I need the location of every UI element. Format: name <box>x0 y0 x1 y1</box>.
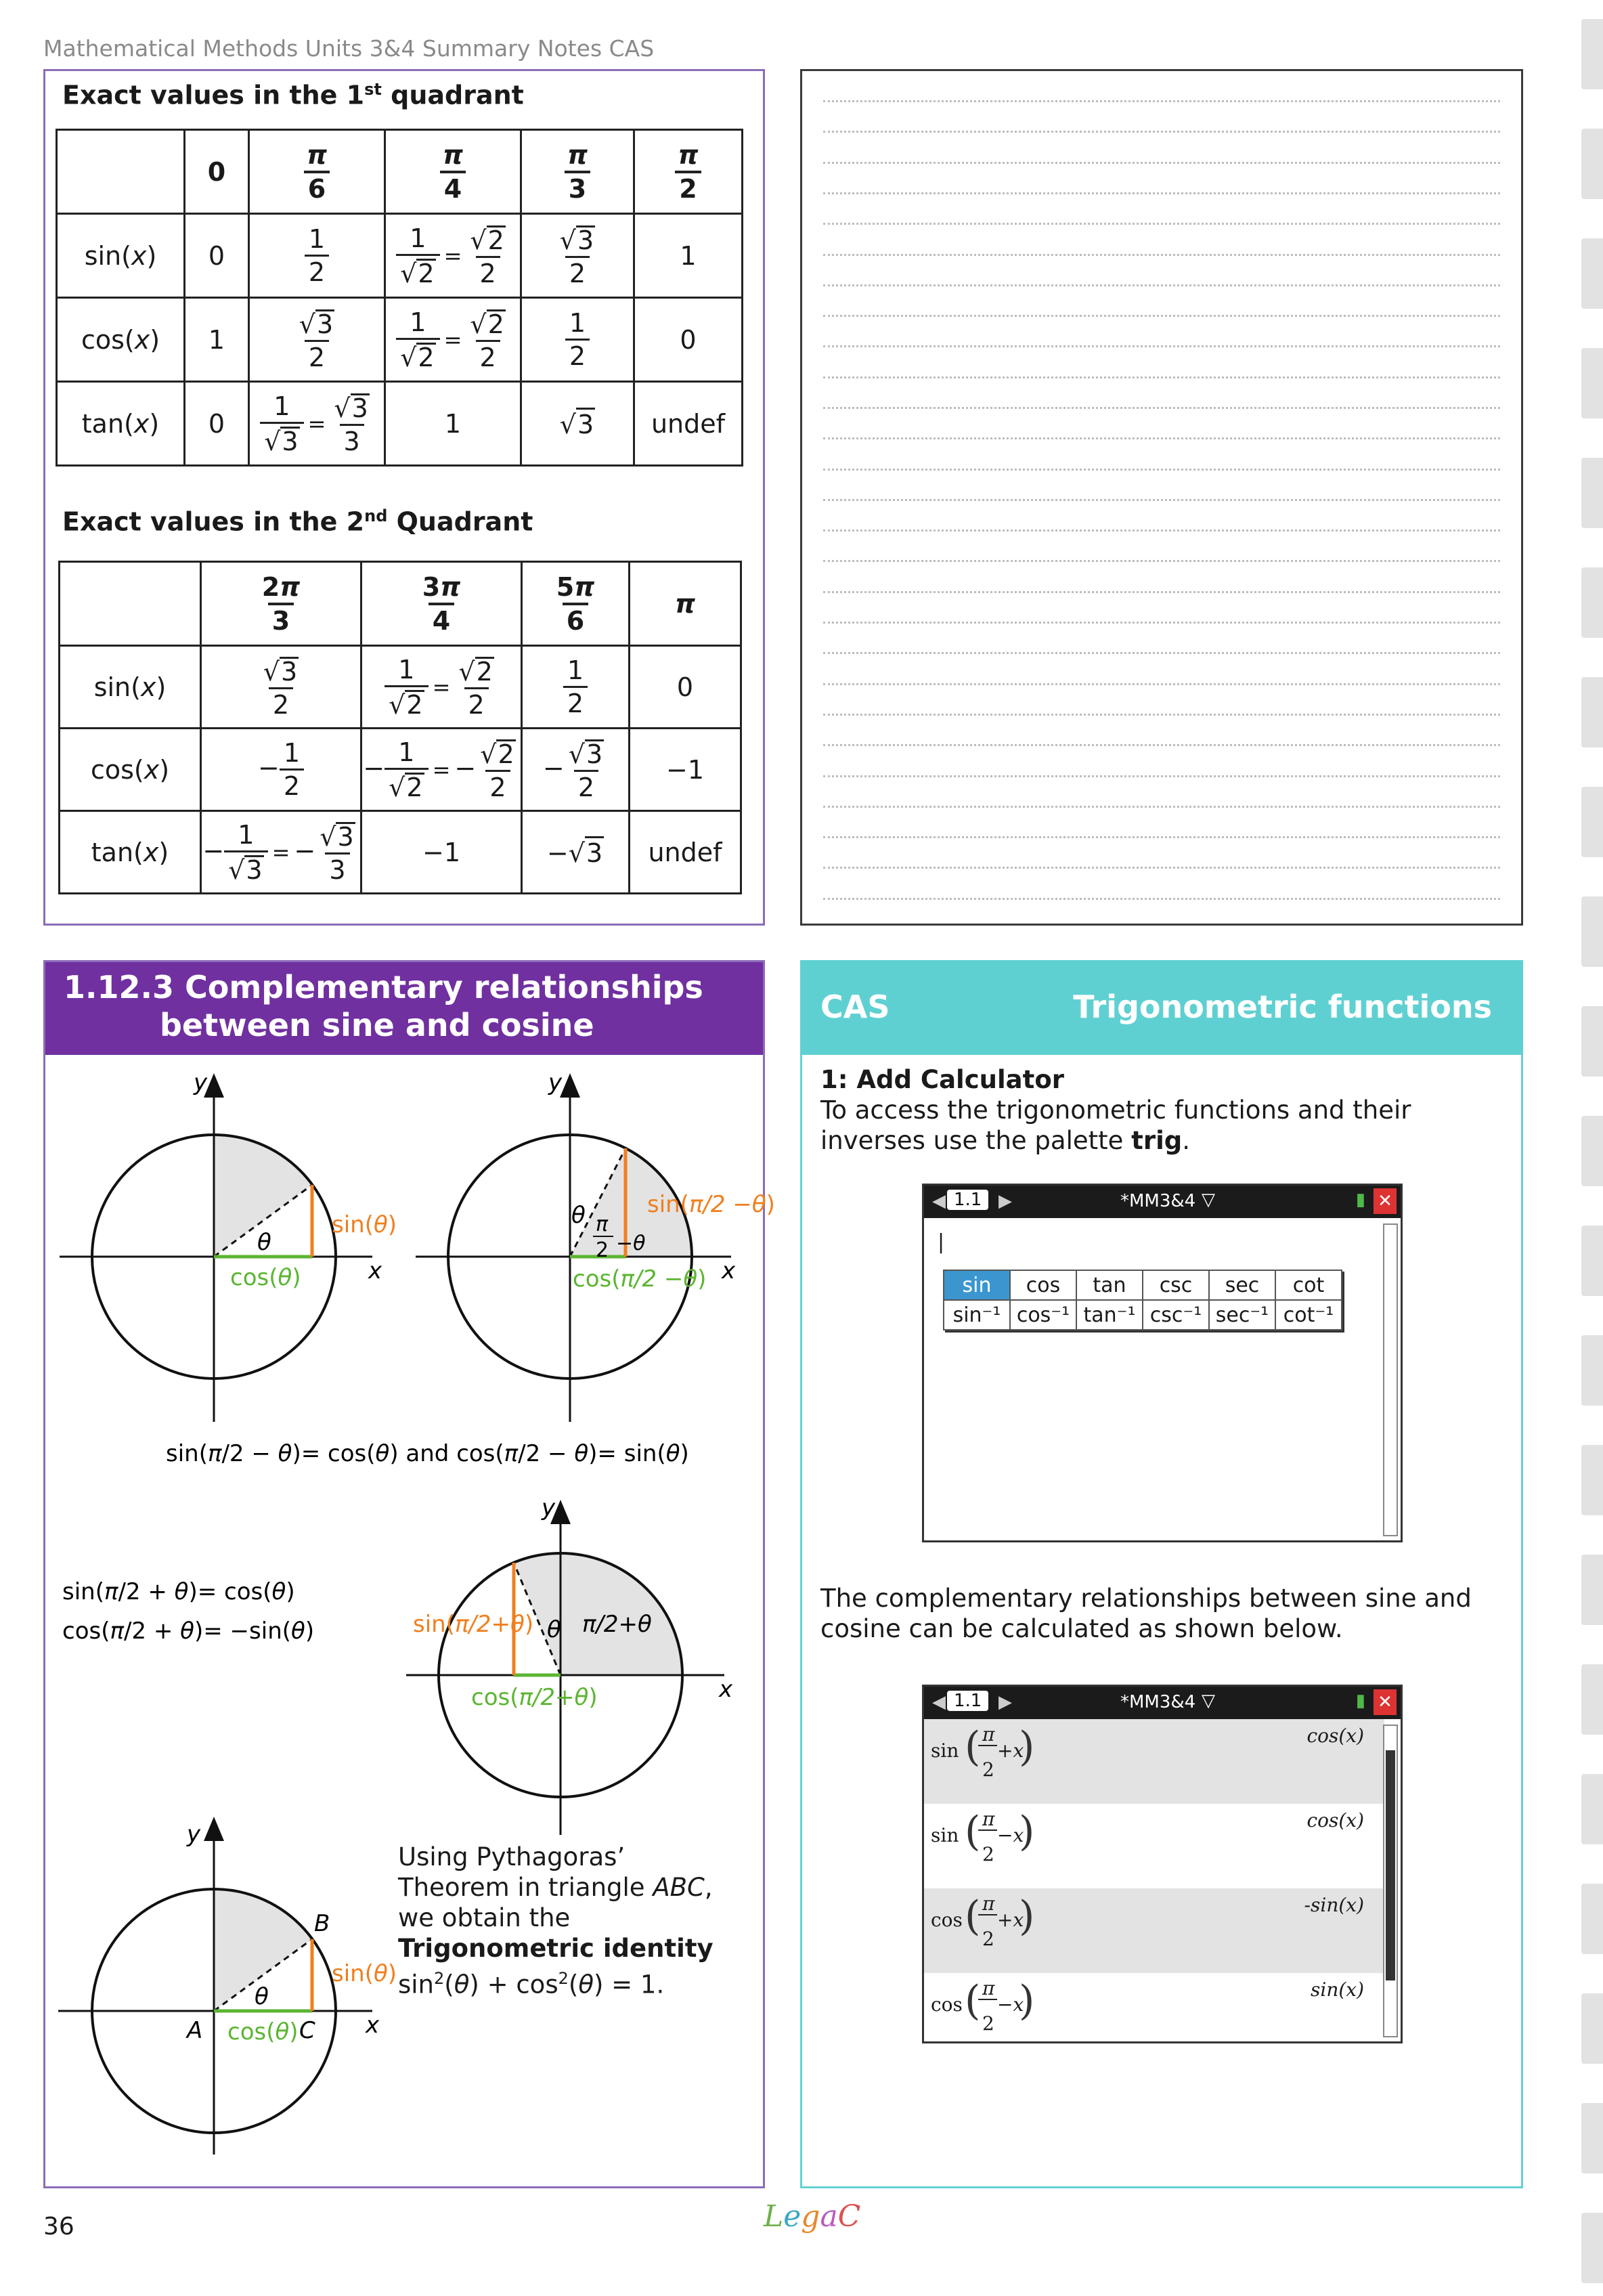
q1-table: 0 $\frac{\pi}{6}$ $\frac{\pi}{4}$ $\frac{\pi}{3}$ $\frac{\pi}{2}$ sin(x) 0 $\frac{1}{2}$ $\frac{1}{√2}$ = $\frac{√2}{2}$ $\frac{√3}{2}$ 1 cos(x) 1 $\frac{√3}{2}$ $\frac{1}{√2}$ = $\frac{√2}{2}$ $\frac{1}{2}$ 0 tan(x) 0 $\frac{1}{√3}$ = $\frac{√3}{3}$ 1 √3 undef <box>56 129 743 467</box>
q2-title: Exact values in the 2nd Quadrant <box>62 506 533 537</box>
svg-text:cos(θ): cos(θ) <box>227 2018 299 2045</box>
diagram-complement-angle <box>416 1069 775 1422</box>
note-line <box>823 254 1500 256</box>
cas-paragraph-2: The complementary relationships between sine and cosine can be calculated as shown below. <box>820 1584 1472 1643</box>
svg-text:θ: θ <box>547 1616 561 1643</box>
trig-palette <box>943 1270 1342 1330</box>
svg-text:x: x <box>719 1676 733 1703</box>
cas-header: CAS Trigonometric functions <box>800 960 1523 1055</box>
note-line <box>823 407 1500 409</box>
svg-text:cos(θ): cos(θ) <box>230 1264 301 1291</box>
q1-col-pi2: $\frac{\pi}{2}$ <box>634 130 743 214</box>
q1-row-cos: cos(x) <box>57 298 185 382</box>
note-line <box>823 652 1500 654</box>
svg-text:sin(θ): sin(θ) <box>332 1960 397 1987</box>
svg-text:cos(π/2+θ): cos(π/2+θ) <box>471 1684 598 1711</box>
note-line <box>823 100 1500 102</box>
palette-arccos[interactable]: cos⁻¹ <box>1010 1300 1076 1330</box>
note-line <box>823 836 1500 838</box>
chevron-down-icon: ▽ <box>1202 1691 1215 1711</box>
note-line <box>823 499 1500 501</box>
calc-tab[interactable]: 1.1 <box>947 1190 988 1210</box>
svg-text:π/2+θ: π/2+θ <box>582 1611 652 1638</box>
note-line <box>823 529 1500 532</box>
history-row[interactable]: cos ( π 2 +x ) -sin(x) <box>924 1888 1384 1973</box>
history-row[interactable]: sin ( π 2 −x ) cos(x) <box>924 1804 1384 1888</box>
q1-title: Exact values in the 1st quadrant <box>62 80 524 110</box>
svg-text:sin(π/2+θ): sin(π/2+θ) <box>413 1611 534 1638</box>
diagram-sin-cos-theta <box>60 1069 397 1422</box>
svg-text:sin(θ): sin(θ) <box>332 1211 397 1238</box>
note-line <box>823 560 1500 562</box>
svg-text:θ: θ <box>571 1202 586 1229</box>
svg-text:sin(π/2 −θ): sin(π/2 −θ) <box>647 1191 775 1218</box>
diagram-supplement-angle <box>406 1494 733 1835</box>
history-row[interactable]: cos ( π 2 −x ) sin(x) <box>924 1973 1384 2041</box>
svg-text:θ: θ <box>255 1983 269 2010</box>
note-line <box>823 622 1500 624</box>
note-line <box>823 744 1500 746</box>
scrollbar[interactable] <box>1383 1223 1398 1536</box>
chevron-down-icon: ▽ <box>1202 1190 1215 1210</box>
close-icon[interactable]: ✕ <box>1374 1689 1397 1715</box>
logo: LegaC <box>764 2199 861 2234</box>
note-line <box>823 345 1500 347</box>
identity-complement: sin(π/2 − θ)= cos(θ) and cos(π/2 − θ)= sin(θ) <box>166 1440 689 1467</box>
svg-text:A: A <box>187 2017 203 2044</box>
svg-text:2: 2 <box>596 1238 609 1262</box>
note-line <box>823 714 1500 716</box>
palette-cot[interactable]: cot <box>1275 1270 1342 1300</box>
calc-title-bar-2: ◀ 1.1 ▶ *MM3&4 ▽ ▮ ✕ <box>924 1687 1401 1719</box>
q1-col-pi3: $\frac{\pi}{3}$ <box>521 130 634 214</box>
svg-text:y: y <box>542 1494 556 1521</box>
palette-sec[interactable]: sec <box>1209 1270 1275 1300</box>
svg-text:−θ: −θ <box>616 1232 646 1255</box>
notes-panel <box>800 69 1523 926</box>
svg-text:B: B <box>314 1910 330 1937</box>
note-line <box>823 162 1500 164</box>
scrollbar[interactable] <box>1383 1725 1398 2037</box>
svg-text:C: C <box>299 2017 315 2044</box>
note-line <box>823 223 1500 225</box>
svg-text:y: y <box>187 1821 201 1848</box>
running-header: Mathematical Methods Units 3&4 Summary Notes CAS <box>43 35 655 62</box>
identity-sin-plus: sin(π/2 + θ)= cos(θ) <box>62 1578 295 1605</box>
calculator-screen-results <box>922 1685 1403 2043</box>
svg-text:θ: θ <box>257 1229 271 1256</box>
svg-text:y: y <box>194 1069 208 1096</box>
note-line <box>823 437 1500 439</box>
svg-text:x: x <box>368 1257 382 1284</box>
page-number: 36 <box>43 2213 74 2240</box>
palette-arccot[interactable]: cot⁻¹ <box>1275 1300 1342 1330</box>
battery-icon: ▮ <box>1355 1691 1365 1711</box>
q1-col-0: 0 <box>185 130 249 214</box>
note-line <box>823 376 1500 378</box>
diagram-pythagoras <box>58 1821 397 2154</box>
history-row[interactable]: sin ( π 2 +x ) cos(x) <box>924 1719 1384 1804</box>
note-line <box>823 806 1500 808</box>
palette-csc[interactable]: csc <box>1143 1270 1209 1300</box>
svg-text:x: x <box>722 1257 736 1284</box>
note-line <box>823 469 1500 471</box>
note-line <box>823 683 1500 685</box>
calc-title-bar: ◀ 1.1 ▶ *MM3&4 ▽ ▮ ✕ <box>924 1186 1401 1218</box>
identity-cos-plus: cos(π/2 + θ)= −sin(θ) <box>62 1618 315 1645</box>
text-cursor: | <box>938 1230 945 1254</box>
cas-step1: 1: Add Calculator To access the trigonometric functions and their inverses use the palette trig. <box>820 1065 1411 1155</box>
palette-sin[interactable]: sin <box>944 1270 1010 1300</box>
calculator-screen-palette <box>922 1184 1403 1542</box>
pythagoras-text: Using Pythagoras’ Theorem in triangle ABC, we obtain the Trigonometric identity $\sin^2(\theta) + \cos^2(\theta) = 1$. <box>398 1842 713 1999</box>
svg-text:π: π <box>596 1213 609 1236</box>
section-header: 1.12.3 Complementary relationships between sine and cosine <box>43 960 765 1055</box>
svg-text:y: y <box>548 1069 563 1096</box>
note-line <box>823 591 1500 593</box>
note-line <box>823 898 1500 900</box>
palette-arcsec[interactable]: sec⁻¹ <box>1209 1300 1275 1330</box>
battery-icon: ▮ <box>1355 1190 1365 1210</box>
unit-circle-diagrams <box>47 1063 775 2180</box>
q2-table: $\frac{2\pi}{3}$ $\frac{3\pi}{4}$ $\frac{5\pi}{6}$ π sin(x) $\frac{√3}{2}$ $\frac{1}{√2}$ = $\frac{√2}{2}$ $\frac{1}{2}$ 0 cos(x) − $\frac{1}{2}$ − $\frac{1}{√2}$ = − $\frac{√2}{2}$ − $\frac{√3}{2}$ −1 tan(x) − $\frac{1}{√3}$ = − $\frac{√3}{3}$ −1 −√3 undef <box>58 561 742 894</box>
q1-col-pi6: $\frac{\pi}{6}$ <box>249 130 385 214</box>
note-line <box>823 131 1500 133</box>
note-line <box>823 284 1500 286</box>
close-icon[interactable]: ✕ <box>1374 1188 1397 1214</box>
palette-cos[interactable]: cos <box>1010 1270 1076 1300</box>
q1-row-tan: tan(x) <box>57 382 185 466</box>
palette-arctan[interactable]: tan⁻¹ <box>1076 1300 1143 1330</box>
calc-tab-2[interactable]: 1.1 <box>947 1691 988 1711</box>
palette-tan[interactable]: tan <box>1076 1270 1143 1300</box>
palette-arccsc[interactable]: csc⁻¹ <box>1143 1300 1209 1330</box>
svg-text:cos(π/2 −θ): cos(π/2 −θ) <box>573 1265 707 1293</box>
q1-col-pi4: $\frac{\pi}{4}$ <box>385 130 521 214</box>
note-line <box>823 775 1500 777</box>
q1-row-sin: sin(x) <box>57 214 185 298</box>
palette-arcsin[interactable]: sin⁻¹ <box>944 1300 1010 1330</box>
svg-text:x: x <box>366 2012 380 2039</box>
note-line <box>823 315 1500 317</box>
note-line <box>823 867 1500 869</box>
note-line <box>823 192 1500 194</box>
